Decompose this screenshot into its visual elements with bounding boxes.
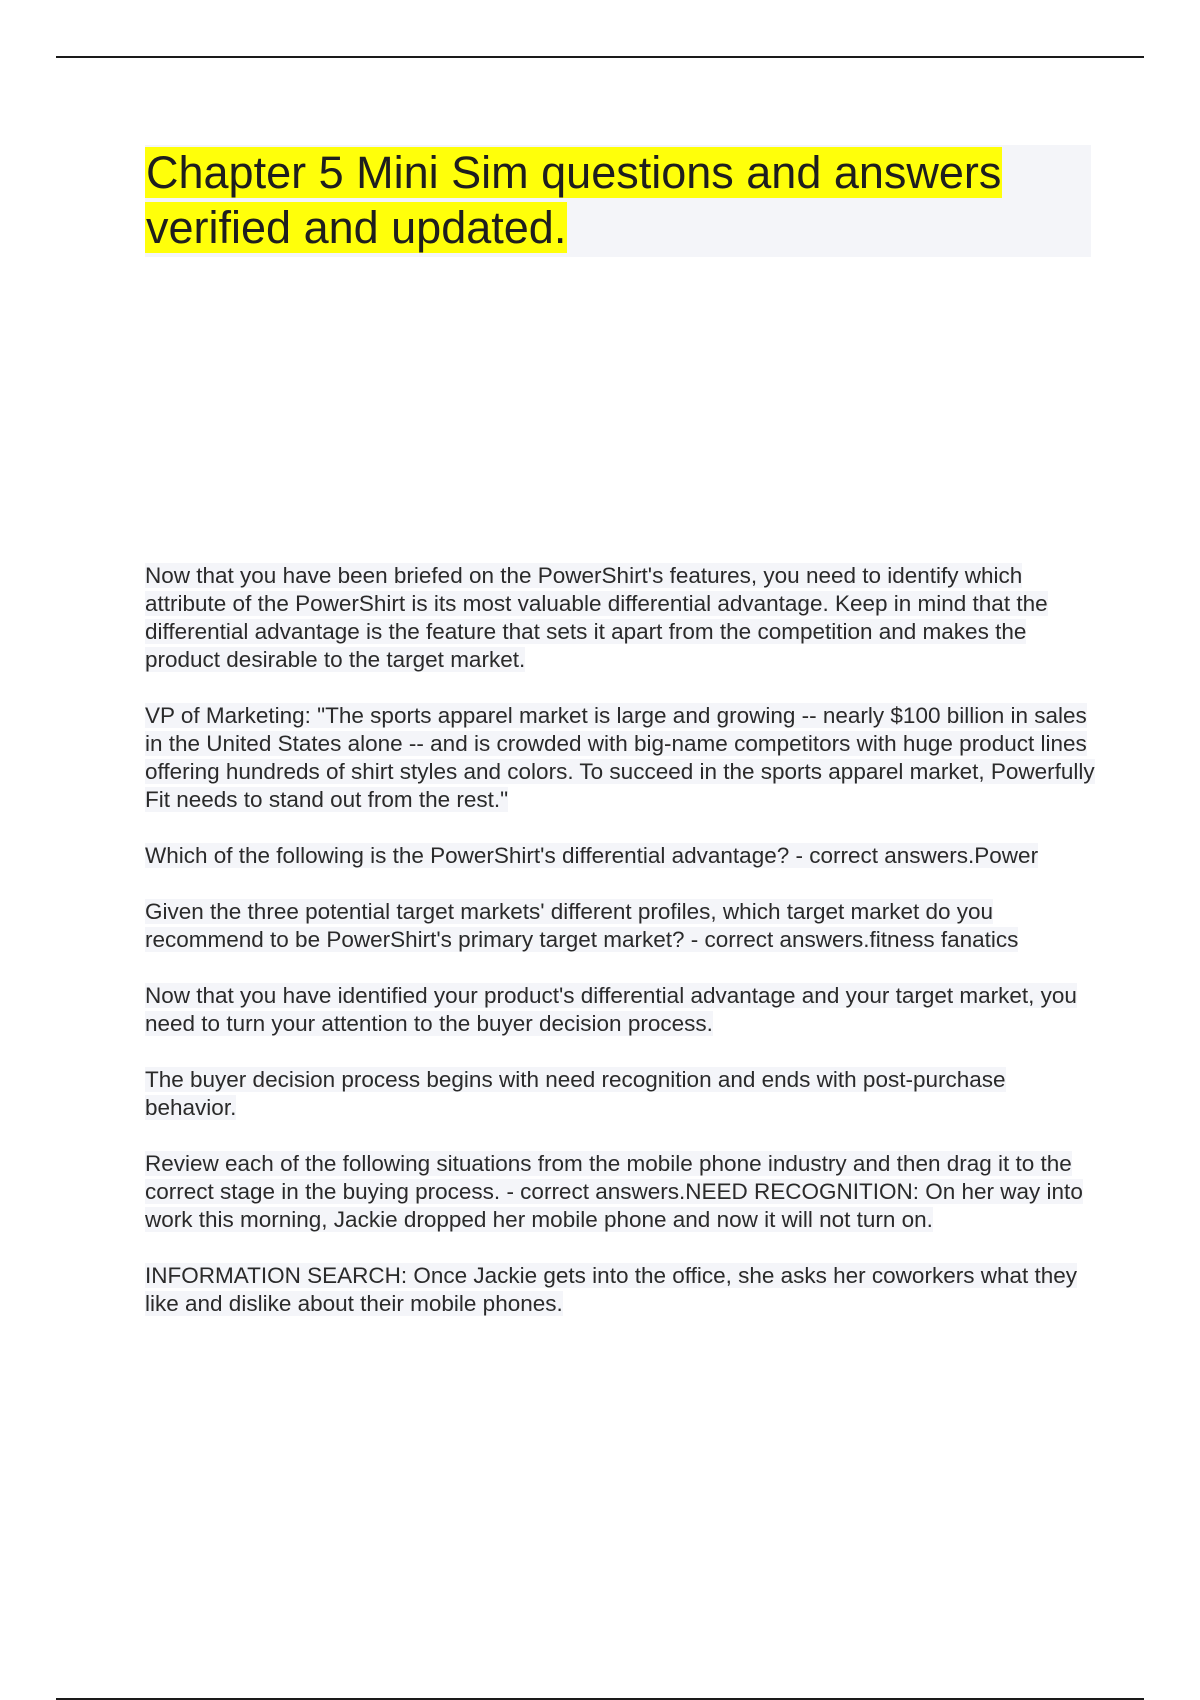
title-block <box>145 145 1091 257</box>
title-line-2: verified and updated. <box>146 202 567 253</box>
top-rule <box>56 56 1144 58</box>
paragraph-buyer-process-intro: Now that you have identified your product's differential advantage and your target market, you need to turn your attention to the buyer decision process. <box>145 983 1077 1036</box>
paragraph-question-differential: Which of the following is the PowerShirt's differential advantage? - correct answers.Power <box>145 843 1039 868</box>
paragraph-information-search: INFORMATION SEARCH: Once Jackie gets into the office, she asks her coworkers what they like and dislike about their mobile phones. <box>145 1263 1078 1316</box>
page-title <box>145 145 1091 255</box>
paragraph-need-recognition: Review each of the following situations from the mobile phone industry and then drag it to the correct stage in the buying process. - correct answers.NEED RECOGNITION: On her way into work this morning, Jackie dropped her mobile phone and now it will not turn on. <box>145 1151 1083 1232</box>
paragraph-vp-quote: VP of Marketing: "The sports apparel market is large and growing -- nearly $100 billion in sales in the United States alone -- and is crowded with big-name competitors with huge product lines offering hundreds of shirt styles and colors. To succeed in the sports apparel market, Powerfully Fit needs to stand out from the rest." <box>145 703 1095 812</box>
paragraph-buyer-process-stages: The buyer decision process begins with need recognition and ends with post-purchase behavior. <box>145 1067 1006 1120</box>
document-body <box>145 562 1095 1346</box>
paragraph-question-target-market: Given the three potential target markets' different profiles, which target market do you recommend to be PowerShirt's primary target market? - correct answers.fitness fanatics <box>145 899 1019 952</box>
title-line-1: Chapter 5 Mini Sim questions and answers <box>146 147 1002 198</box>
paragraph-briefing: Now that you have been briefed on the PowerShirt's features, you need to identify which attribute of the PowerShirt is its most valuable differential advantage. Keep in mind that the differential advantage is the feature that sets it apart from the competition and makes the product desirable to the target market. <box>145 563 1048 672</box>
